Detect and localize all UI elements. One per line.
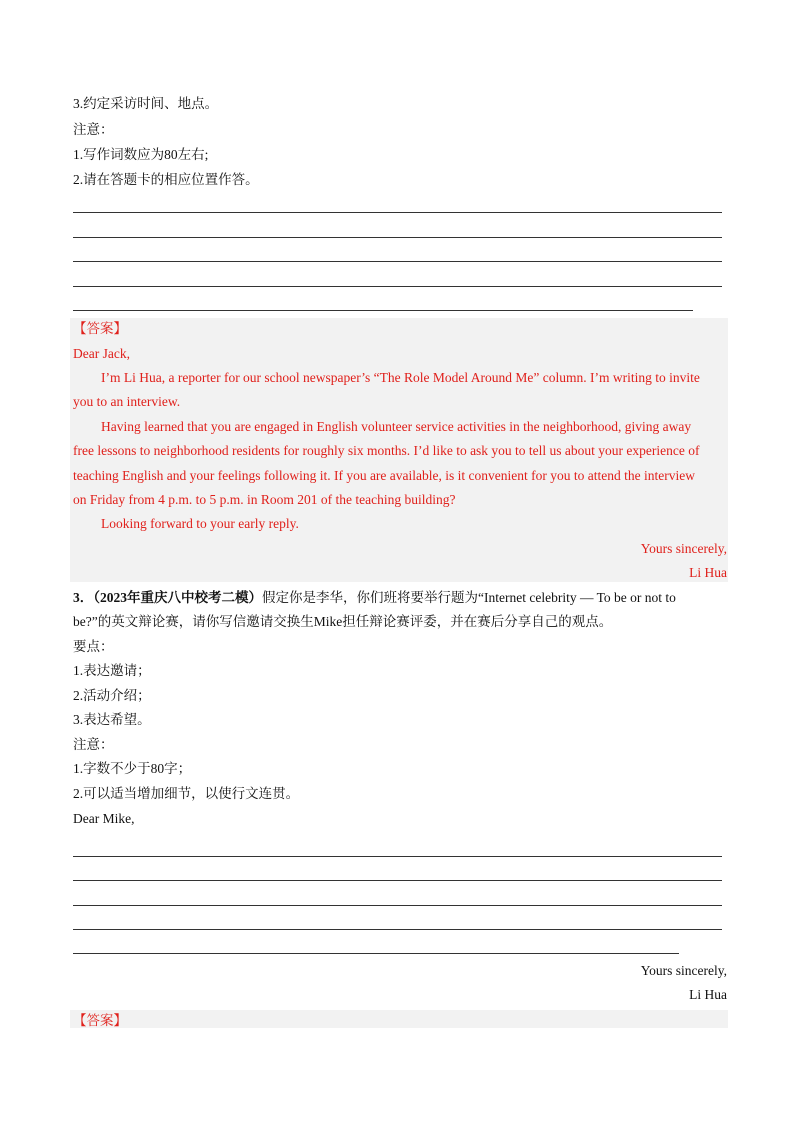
answer-line (73, 286, 722, 287)
answer-line (73, 953, 679, 954)
q3-closing: Yours sincerely, (640, 963, 727, 978)
answer-p2-line: on Friday from 4 p.m. to 5 p.m. in Room 201 of the teaching building? (73, 492, 456, 507)
q2-notice-label: 注意： (73, 122, 114, 137)
answer-box (70, 1010, 728, 1028)
q3-notice-label: 注意： (73, 737, 114, 752)
q3-line1 (73, 589, 676, 607)
answer-line (73, 261, 722, 262)
answer-p2-line: Having learned that you are engaged in English volunteer service activities in the neighborhood, giving away (101, 419, 692, 434)
answer-p1-line: I’m Li Hua, a reporter for our school newspaper’s “The Role Model Around Me” column. I’m writing to invite (101, 370, 700, 385)
q3-salutation: Dear Mike, (73, 811, 135, 826)
answer-closing: Yours sincerely, (640, 541, 727, 556)
q3-point3: 3.表达希望。 (73, 712, 151, 727)
answer-salutation: Dear Jack, (73, 346, 130, 361)
q2-notice2: 2.请在答题卡的相应位置作答。 (73, 172, 259, 187)
answer-line (73, 929, 722, 930)
answer-signature: Li Hua (689, 565, 727, 580)
answer-line (73, 880, 722, 881)
q3-source: （2023年重庆八中校考二模） (93, 590, 262, 605)
answer-label: 【答案】 (73, 321, 127, 336)
q3-answer-label: 【答案】 (73, 1013, 127, 1028)
answer-p2-line: teaching English and your feelings following it. If you are available, is it convenient for you to attend the interview (73, 468, 695, 483)
q2-notice1: 1.写作词数应为80左右; (73, 147, 209, 162)
q3-points-label: 要点： (73, 639, 114, 654)
q3-point1: 1.表达邀请； (73, 663, 151, 678)
answer-line (73, 310, 693, 311)
answer-p1-line: you to an interview. (73, 394, 181, 409)
q3-point2: 2.活动介绍； (73, 688, 151, 703)
q3-line2: be?”的英文辩论赛，请你写信邀请交换生Mike担任辩论赛评委，并在赛后分享自己的观点。 (73, 614, 613, 629)
answer-line (73, 856, 722, 857)
q3-signature: Li Hua (689, 987, 727, 1002)
q3-number: 3． (73, 590, 94, 605)
q2-point3: 3.约定采访时间、地点。 (73, 96, 219, 111)
q3-notice2: 2.可以适当增加细节，以使行文连贯。 (73, 786, 300, 801)
answer-line (73, 212, 722, 213)
q3-notice1: 1.字数不少于80字； (73, 761, 192, 776)
answer-p3: Looking forward to your early reply. (101, 516, 299, 531)
answer-line (73, 905, 722, 906)
q3-prompt: 假定你是李华，你们班将要举行题为“Internet celebrity — To be or not to (262, 590, 676, 605)
answer-p2-line: free lessons to neighborhood residents for roughly six months. I’d like to ask you to tell us about your experience of (73, 443, 700, 458)
answer-line (73, 237, 722, 238)
